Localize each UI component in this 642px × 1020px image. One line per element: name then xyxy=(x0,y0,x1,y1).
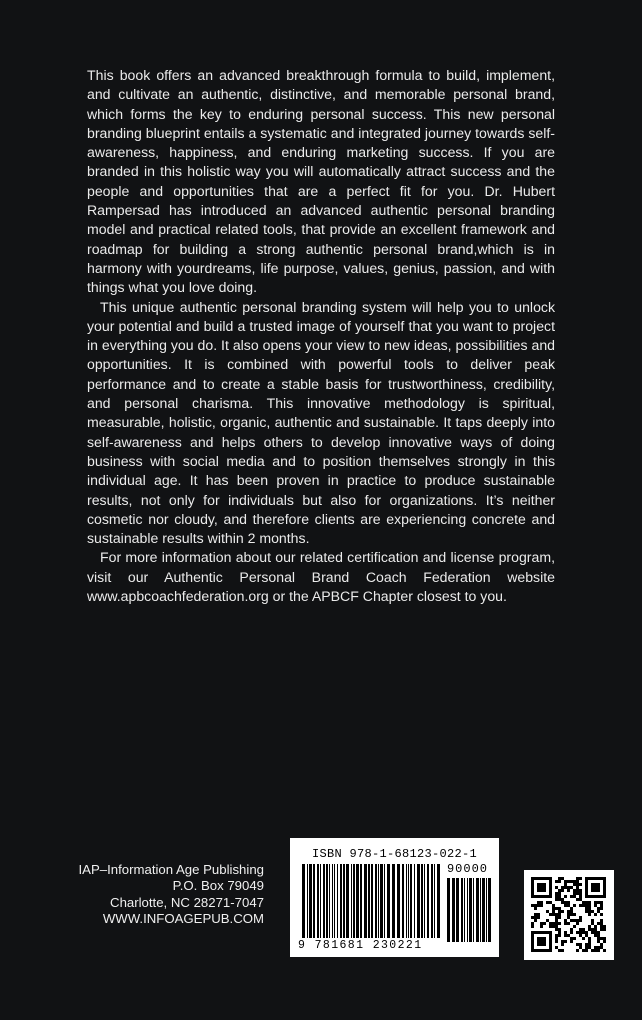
blurb-paragraph-1: This book offers an advanced breakthrough formula to build, implement, and cultivate an authentic, distinctive, and memorable personal brand, which forms the key to enduring personal success. This new personal branding blueprint entails a systematic and integrated journey towards self-awareness, happiness, and enduring marketing success. If you are branded in this holistic way you will automatically attract success and the people and opportunities that are a perfect fit for you. Dr. Hubert Rampersad has introduced an advanced authentic personal branding model and practical related tools, that provide an excellent framework and roadmap for building a strong authentic personal brand,which is in harmony with yourdreams, life purpose, values, genius, passion, and with things what you love doing. xyxy=(87,67,555,296)
publisher-po-box: P.O. Box 79049 xyxy=(172,878,264,894)
publisher-address xyxy=(79,862,264,927)
isbn-label: ISBN 978-1-68123-022-1 xyxy=(311,847,478,861)
barcode-main-bars-icon xyxy=(302,864,442,938)
isbn-barcode xyxy=(290,838,499,957)
isbn-digits: 9 781681 230221 xyxy=(298,939,423,952)
blurb-paragraph-3: For more information about our related certification and license program, visit our Authentic Personal Brand Coach Federation website www.apbcoachfederation.org or the APBCF Chapter closest to you. xyxy=(87,549,555,605)
publisher-city: Charlotte, NC 28271-7047 xyxy=(110,894,264,910)
barcode-addon-bars-icon xyxy=(447,878,491,942)
publisher-website: WWW.INFOAGEPUB.COM xyxy=(102,910,264,926)
qr-code-icon xyxy=(524,870,614,960)
blurb-paragraph-2: This unique authentic personal branding system will help you to unlock your potential and build a trusted image of yourself that you want to project in everything you do. It also opens your view to new ideas, possibilities and opportunities. It is combined with powerful tools to deliver peak performance and to create a stable basis for trustworthiness, credibility, and personal charisma. This innovative methodology is spiritual, measurable, holistic, organic, authentic and sustainable. It taps deeply into self-awareness and helps others to develop innovative ways of doing business with social media and to position themselves strongly in this individual age. It has been proven in practice to produce sustainable results, not only for individuals but also for organizations. It’s neither cosmetic nor cloudy, and therefore clients are experiencing concrete and sustainable results within 2 months. xyxy=(87,298,555,547)
publisher-name: IAP–Information Age Publishing xyxy=(78,862,264,877)
back-cover-blurb xyxy=(87,66,555,606)
price-code: 90000 xyxy=(446,862,488,876)
